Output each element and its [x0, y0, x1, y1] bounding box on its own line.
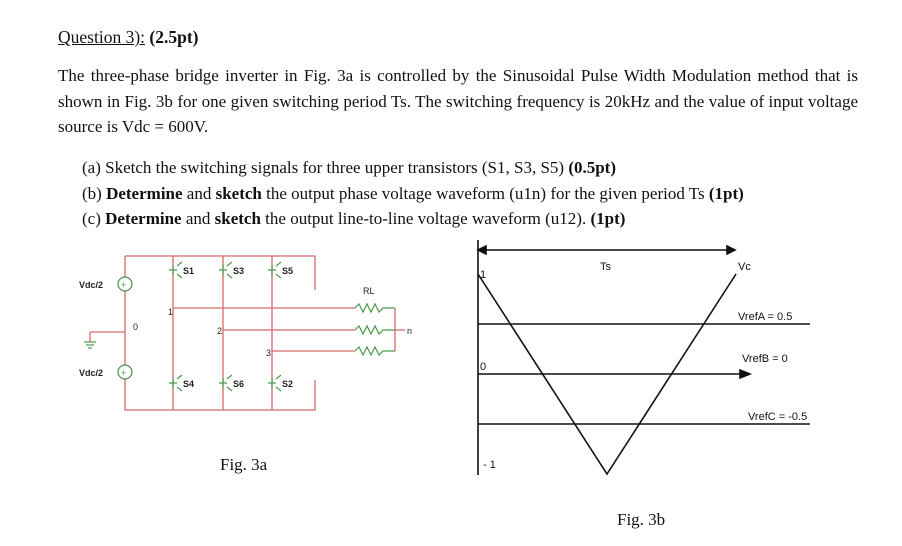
plus-icon: +: [121, 368, 127, 378]
circuit-wires: [90, 256, 405, 410]
vdc-bottom-label: Vdc/2: [79, 368, 104, 378]
s5-label: S5: [282, 266, 294, 276]
node-2-label: 2: [217, 326, 223, 336]
question-title: [58, 27, 198, 48]
task-c-prefix: (c): [82, 209, 106, 228]
fig3b-caption: Fig. 3b: [617, 510, 666, 529]
ts-label: Ts: [600, 261, 611, 273]
task-c: [82, 206, 744, 232]
igbt-switch-icons: [169, 262, 281, 391]
task-c-determine: Determine: [105, 209, 182, 228]
vdc-top-label: Vdc/2: [79, 280, 104, 290]
task-c-points: (1pt): [590, 209, 626, 228]
node-0-label: 0: [133, 322, 139, 332]
s6-label: S6: [233, 379, 245, 389]
question-number: Question 3):: [58, 27, 146, 47]
task-b-and: and: [182, 183, 216, 203]
task-a: [82, 155, 744, 181]
task-list: [82, 155, 744, 232]
task-b-text: the output phase voltage waveform (u1n) for the given period Ts: [261, 183, 709, 203]
s3-label: S3: [233, 266, 245, 276]
vref-a-label: VrefA = 0.5: [738, 311, 793, 323]
question-points: (2.5pt): [149, 27, 199, 47]
y-label-1: 1: [480, 269, 487, 281]
task-b-sketch: sketch: [215, 183, 262, 203]
spwm-carrier-diagram: [470, 240, 830, 480]
task-a-points: (0.5pt): [568, 158, 617, 177]
task-c-and: and: [181, 209, 215, 228]
rl-label: RL: [363, 286, 375, 296]
s2-label: S2: [282, 379, 294, 389]
vc-label: Vc: [738, 261, 751, 273]
inverter-circuit-diagram: [75, 250, 435, 420]
task-c-text: the output line-to-line voltage waveform (u12).: [260, 209, 591, 228]
node-1-label: 1: [168, 307, 174, 317]
task-b-points: (1pt): [708, 183, 744, 203]
s1-label: S1: [183, 266, 195, 276]
y-label-minus-1: - 1: [483, 459, 496, 471]
ground-icon: [84, 342, 96, 348]
task-b: [82, 181, 744, 207]
vref-b-label: VrefB = 0: [742, 353, 788, 365]
y-label-0: 0: [480, 361, 487, 373]
task-b-determine: Determine: [106, 183, 183, 203]
left-arrow-icon: [478, 246, 486, 254]
fig3a-caption: Fig. 3a: [220, 455, 268, 474]
task-b-prefix: (b): [82, 183, 107, 203]
task-a-text: (a) Sketch the switching signals for three upper transistors (S1, S3, S5): [82, 158, 569, 177]
task-c-sketch: sketch: [214, 209, 261, 228]
question-paragraph: The three-phase bridge inverter in Fig. 3a is controlled by the Sinusoidal Pulse Width Modulation method that is shown in Fig. 3b for one given switching period Ts. The switching frequency is 20kHz and the value of input voltage source is Vdc = 600V.: [58, 66, 858, 136]
plus-icon: +: [121, 280, 127, 290]
s4-label: S4: [183, 379, 195, 389]
resistor-icons: [355, 304, 395, 355]
right-arrow-icon: [727, 246, 735, 254]
node-3-label: 3: [266, 348, 272, 358]
vref-c-label: VrefC = -0.5: [748, 411, 808, 423]
zero-axis-arrow-icon: [740, 370, 750, 378]
node-n-label: n: [407, 326, 413, 336]
